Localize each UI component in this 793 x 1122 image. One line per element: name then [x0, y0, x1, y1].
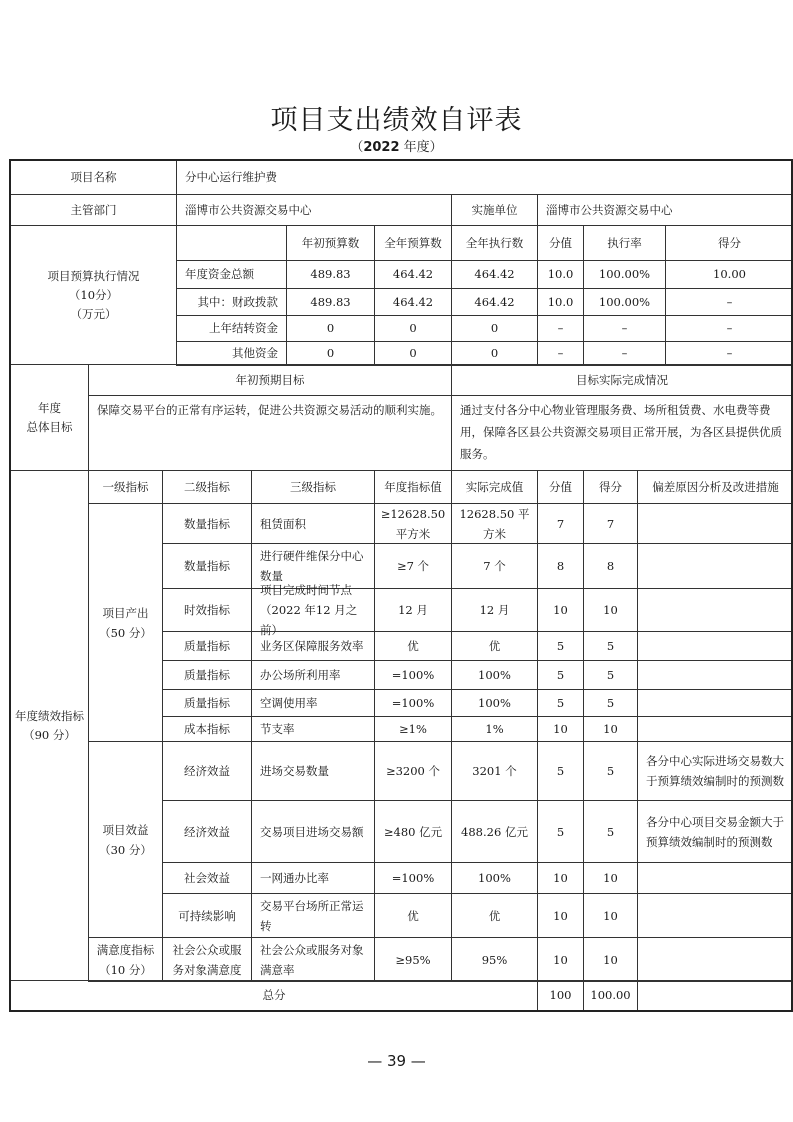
indicator-cell-score-value: 5: [537, 741, 584, 801]
indicator-group-points: （10 分）: [99, 962, 152, 977]
indicator-cell-score: 10: [583, 862, 638, 894]
indicator-cell-remark: [637, 689, 793, 717]
subtitle-prefix: （: [350, 140, 364, 155]
indicator-cell-level3: 办公场所利用率: [251, 660, 375, 690]
indicator-cell-target: =100%: [374, 862, 452, 894]
indicator-cell-level3: 社会公众或服务对象满意率: [251, 937, 375, 982]
budget-header-annual-executed: 全年执行数: [451, 225, 538, 261]
indicator-cell-score: 5: [583, 631, 638, 661]
budget-label-line1: 项目预算执行情况: [47, 268, 140, 283]
indicator-cell-score: 7: [583, 503, 638, 544]
indicator-cell-score: 10: [583, 716, 638, 742]
budget-cell-score: –: [665, 315, 793, 342]
indicator-cell-remark: 各分中心实际进场交易数大于预算绩效编制时的预测数: [637, 741, 793, 801]
indicator-cell-actual: 3201 个: [451, 741, 538, 801]
indicator-cell-level2: 数量指标: [162, 503, 252, 544]
indicator-cell-remark: [637, 543, 793, 589]
indicator-cell-actual: 7 个: [451, 543, 538, 589]
indicator-cell-actual: 100%: [451, 660, 538, 690]
indicator-cell-remark: [637, 893, 793, 938]
budget-cell-annual-executed: 0: [451, 341, 538, 366]
impl-value: 淄博市公共资源交易中心: [537, 194, 793, 226]
indicator-cell-remark: [637, 716, 793, 742]
indicator-group-points: （30 分）: [99, 842, 152, 857]
indicator-cell-score: 8: [583, 543, 638, 589]
indicator-cell-level3: 交易平台场所正常运转: [251, 893, 375, 938]
indicator-cell-level3: 进行硬件维保分中心数量: [251, 543, 375, 589]
goals-planned-header: 年初预期目标: [88, 364, 452, 396]
indicator-cell-level2: 质量指标: [162, 631, 252, 661]
indicator-cell-score-value: 5: [537, 631, 584, 661]
budget-cell-execution-rate: 100.00%: [583, 288, 666, 316]
document-title: 项目支出绩效自评表: [270, 105, 523, 136]
indicator-cell-target: ≥1%: [374, 716, 452, 742]
indicator-cell-level3: 空调使用率: [251, 689, 375, 717]
budget-cell-initial-budget: 0: [286, 315, 375, 342]
indicator-cell-score: 5: [583, 689, 638, 717]
budget-header-score-value: 分值: [537, 225, 584, 261]
indicator-cell-level2: 质量指标: [162, 660, 252, 690]
indicator-header-level1: 一级指标: [88, 470, 163, 504]
indicator-cell-score-value: 8: [537, 543, 584, 589]
budget-cell-initial-budget: 489.83: [286, 288, 375, 316]
indicator-cell-actual: 100%: [451, 689, 538, 717]
budget-cell-execution-rate: 100.00%: [583, 260, 666, 289]
dept-value: 淄博市公共资源交易中心: [176, 194, 452, 226]
indicator-group-name: 满意度指标: [96, 942, 155, 957]
indicator-group-points: （50 分）: [99, 625, 152, 640]
indicator-cell-level3: 项目完成时间节点（2022 年12 月之前）: [251, 588, 375, 632]
indicator-cell-level2: 质量指标: [162, 689, 252, 717]
indicator-cell-actual: 12628.50 平方米: [451, 503, 538, 544]
goals-label-line1: 年度: [38, 400, 61, 415]
indicator-cell-target: ≥95%: [374, 937, 452, 982]
indicator-cell-level2: 经济效益: [162, 800, 252, 863]
indicator-cell-actual: 优: [451, 893, 538, 938]
indicator-cell-score-value: 10: [537, 588, 584, 632]
indicator-cell-level3: 进场交易数量: [251, 741, 375, 801]
budget-header-row-label: [176, 225, 287, 261]
indicator-cell-actual: 1%: [451, 716, 538, 742]
indicator-header-target: 年度指标值: [374, 470, 452, 504]
indicator-cell-level3: 交易项目进场交易额: [251, 800, 375, 863]
indicator-cell-actual: 12 月: [451, 588, 538, 632]
indicator-cell-level3: 业务区保障服务效率: [251, 631, 375, 661]
project-name-value: 分中心运行维护费: [176, 160, 793, 195]
budget-cell-annual-budget: 0: [374, 315, 452, 342]
indicator-header-score: 得分: [583, 470, 638, 504]
indicator-cell-target: =100%: [374, 689, 452, 717]
goals-label: [10, 364, 89, 471]
goals-actual-text: 通过支付各分中心物业管理服务费、场所租赁费、水电费等费用，保障各区县公共资源交易项目正常开展，为各区县提供优质服务。: [451, 395, 793, 471]
indicator-cell-actual: 488.26 亿元: [451, 800, 538, 863]
indicator-cell-target: 优: [374, 893, 452, 938]
indicator-cell-remark: [637, 503, 793, 544]
budget-cell-row-label: 年度资金总额: [176, 260, 287, 289]
budget-cell-annual-budget: 464.42: [374, 288, 452, 316]
indicator-cell-remark: [637, 631, 793, 661]
indicators-label-line2: （90 分）: [23, 727, 76, 742]
indicator-cell-target: ≥480 亿元: [374, 800, 452, 863]
indicator-cell-level2: 成本指标: [162, 716, 252, 742]
indicator-header-level2: 二级指标: [162, 470, 252, 504]
budget-cell-execution-rate: –: [583, 341, 666, 366]
indicator-cell-score: 5: [583, 660, 638, 690]
page-number: — 39 —: [367, 1052, 426, 1070]
budget-header-initial-budget: 年初预算数: [286, 225, 375, 261]
indicator-cell-score-value: 10: [537, 862, 584, 894]
impl-label: 实施单位: [451, 194, 538, 226]
indicator-cell-remark: [637, 862, 793, 894]
goals-actual-header: 目标实际完成情况: [451, 364, 793, 396]
indicator-header-level3: 三级指标: [251, 470, 375, 504]
subtitle-year: 2022: [363, 140, 400, 155]
indicator-cell-level3: 一网通办比率: [251, 862, 375, 894]
indicator-cell-score-value: 7: [537, 503, 584, 544]
budget-header-score: 得分: [665, 225, 793, 261]
budget-label-line3: （万元）: [70, 306, 117, 321]
budget-cell-row-label: 其他资金: [176, 341, 287, 366]
total-score: 100.00: [583, 980, 638, 1011]
indicator-group-name: 项目效益: [102, 822, 149, 837]
indicator-cell-level2: 社会效益: [162, 862, 252, 894]
budget-section-label: [10, 225, 177, 365]
indicator-group: [88, 937, 163, 982]
budget-cell-score-value: 10.0: [537, 288, 584, 316]
indicator-cell-score: 5: [583, 800, 638, 863]
budget-cell-score: –: [665, 288, 793, 316]
subtitle-suffix: 年度）: [399, 140, 443, 155]
budget-header-execution-rate: 执行率: [583, 225, 666, 261]
budget-cell-annual-executed: 464.42: [451, 260, 538, 289]
budget-header-annual-budget: 全年预算数: [374, 225, 452, 261]
goals-label-line2: 总体目标: [26, 419, 73, 434]
indicator-cell-score: 10: [583, 588, 638, 632]
indicator-cell-target: 12 月: [374, 588, 452, 632]
indicator-cell-score-value: 10: [537, 716, 584, 742]
indicator-cell-score: 10: [583, 893, 638, 938]
indicator-cell-target: =100%: [374, 660, 452, 690]
indicator-cell-score-value: 10: [537, 893, 584, 938]
budget-cell-annual-budget: 464.42: [374, 260, 452, 289]
indicator-cell-score-value: 10: [537, 937, 584, 982]
budget-cell-score: 10.00: [665, 260, 793, 289]
total-score-value: 100: [537, 980, 584, 1011]
indicator-cell-remark: [637, 937, 793, 982]
total-remark: [637, 980, 793, 1011]
budget-cell-score-value: 10.0: [537, 260, 584, 289]
indicator-cell-level2: 可持续影响: [162, 893, 252, 938]
indicator-cell-score: 5: [583, 741, 638, 801]
indicator-cell-remark: [637, 660, 793, 690]
indicator-header-actual: 实际完成值: [451, 470, 538, 504]
indicator-cell-level2: 经济效益: [162, 741, 252, 801]
budget-cell-initial-budget: 0: [286, 341, 375, 366]
indicator-cell-actual: 100%: [451, 862, 538, 894]
goals-planned-text: 保障交易平台的正常有序运转，促进公共资源交易活动的顺利实施。: [88, 395, 452, 471]
total-label: 总分: [10, 980, 538, 1011]
indicator-cell-level3: 租赁面积: [251, 503, 375, 544]
indicator-cell-level3: 节支率: [251, 716, 375, 742]
indicator-cell-level2: 时效指标: [162, 588, 252, 632]
indicator-cell-score: 10: [583, 937, 638, 982]
indicator-cell-target: ≥7 个: [374, 543, 452, 589]
budget-label-line2: （10分）: [68, 287, 119, 302]
budget-cell-score: –: [665, 341, 793, 366]
budget-cell-annual-budget: 0: [374, 341, 452, 366]
budget-cell-annual-executed: 464.42: [451, 288, 538, 316]
indicators-section-label: [10, 470, 89, 981]
indicator-cell-score-value: 5: [537, 660, 584, 690]
indicator-cell-level2: 数量指标: [162, 543, 252, 589]
indicator-group: [88, 741, 163, 938]
budget-cell-score-value: –: [537, 315, 584, 342]
budget-cell-score-value: –: [537, 341, 584, 366]
budget-cell-execution-rate: –: [583, 315, 666, 342]
indicator-group: [88, 503, 163, 742]
indicator-cell-actual: 优: [451, 631, 538, 661]
indicators-label-line1: 年度绩效指标: [15, 708, 84, 723]
indicator-header-score-value: 分值: [537, 470, 584, 504]
indicator-cell-level2: 社会公众或服务对象满意度: [162, 937, 252, 982]
indicator-cell-score-value: 5: [537, 800, 584, 863]
budget-cell-row-label: 上年结转资金: [176, 315, 287, 342]
indicator-cell-remark: [637, 588, 793, 632]
indicator-cell-score-value: 5: [537, 689, 584, 717]
budget-cell-row-label: 其中：财政拨款: [176, 288, 287, 316]
indicator-cell-target: 优: [374, 631, 452, 661]
indicator-cell-actual: 95%: [451, 937, 538, 982]
indicator-cell-target: ≥3200 个: [374, 741, 452, 801]
indicator-group-name: 项目产出: [102, 605, 149, 620]
budget-cell-annual-executed: 0: [451, 315, 538, 342]
budget-cell-initial-budget: 489.83: [286, 260, 375, 289]
indicator-header-remark: 偏差原因分析及改进措施: [637, 470, 793, 504]
indicator-cell-remark: 各分中心项目交易金额大于预算绩效编制时的预测数: [637, 800, 793, 863]
project-name-label: 项目名称: [10, 160, 177, 195]
dept-label: 主管部门: [10, 194, 177, 226]
indicator-cell-target: ≥12628.50 平方米: [374, 503, 452, 544]
